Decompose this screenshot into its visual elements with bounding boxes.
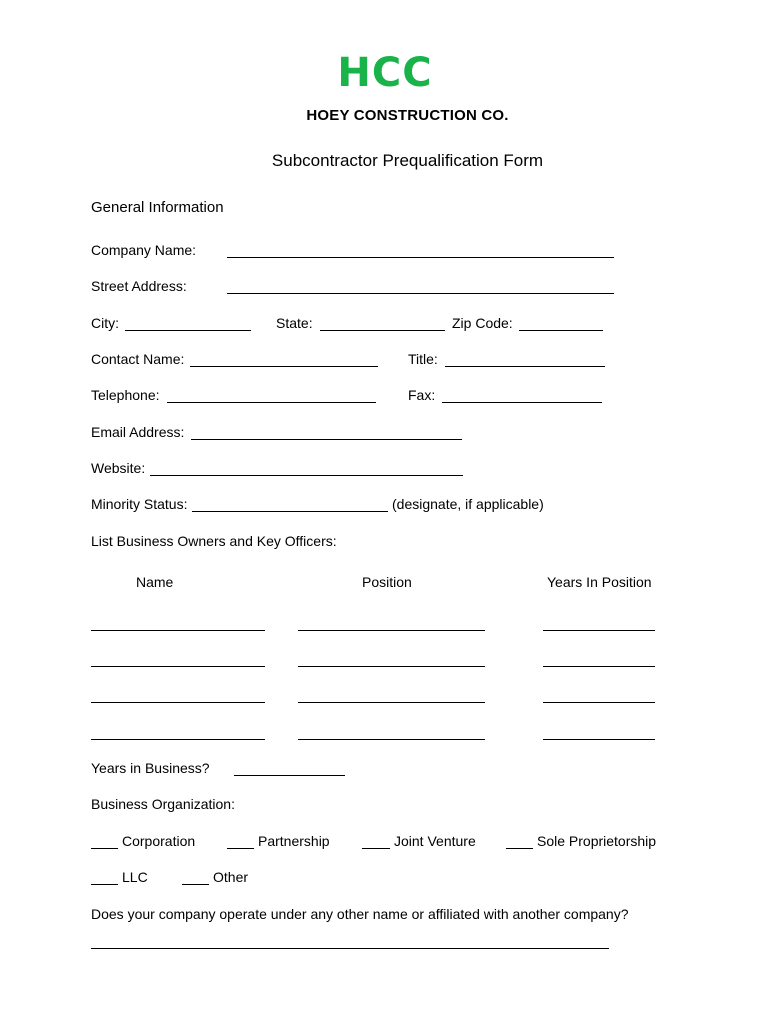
website-field[interactable] — [150, 475, 463, 476]
years-in-business-label: Years in Business? — [91, 760, 210, 776]
owner-position-field[interactable] — [298, 702, 485, 703]
option-corporation: Corporation — [122, 833, 196, 849]
company-name-heading: HOEY CONSTRUCTION CO. — [306, 107, 509, 124]
state-label: State: — [276, 315, 313, 331]
owner-name-field[interactable] — [91, 739, 265, 740]
partnership-checkbox[interactable] — [227, 848, 254, 849]
business-organization-label: Business Organization: — [91, 796, 235, 812]
owners-prompt: List Business Owners and Key Officers: — [91, 533, 337, 549]
owner-years-field[interactable] — [543, 702, 655, 703]
zip-code-field[interactable] — [519, 330, 603, 331]
other-name-question: Does your company operate under any other name or affiliated with another company? — [91, 906, 629, 922]
general-information-heading: General Information — [91, 199, 224, 216]
column-header-name: Name — [136, 574, 174, 590]
other-name-answer-field[interactable] — [91, 948, 609, 949]
website-label: Website: — [91, 460, 146, 476]
fax-field[interactable] — [442, 402, 602, 403]
minority-status-field[interactable] — [192, 511, 388, 512]
street-address-label: Street Address: — [91, 278, 187, 294]
telephone-field[interactable] — [167, 402, 376, 403]
minority-status-label: Minority Status: — [91, 496, 188, 512]
owner-name-field[interactable] — [91, 702, 265, 703]
fax-label: Fax: — [408, 387, 436, 403]
option-llc: LLC — [122, 869, 148, 885]
owner-name-field[interactable] — [91, 630, 265, 631]
title-label: Title: — [408, 351, 438, 367]
column-header-position: Position — [362, 574, 412, 590]
owner-name-field[interactable] — [91, 666, 265, 667]
contact-name-label: Contact Name: — [91, 351, 185, 367]
column-header-years: Years In Position — [547, 574, 652, 590]
joint-venture-checkbox[interactable] — [362, 848, 390, 849]
company-name-field[interactable] — [227, 257, 614, 258]
owner-position-field[interactable] — [298, 739, 485, 740]
company-logo: HCC — [337, 50, 433, 96]
years-in-business-field[interactable] — [234, 775, 345, 776]
other-checkbox[interactable] — [182, 884, 209, 885]
option-partnership: Partnership — [258, 833, 330, 849]
title-field[interactable] — [445, 366, 605, 367]
email-address-field[interactable] — [191, 439, 462, 440]
option-joint-venture: Joint Venture — [394, 833, 476, 849]
option-other: Other — [213, 869, 249, 885]
contact-name-field[interactable] — [190, 366, 378, 367]
zip-code-label: Zip Code: — [452, 315, 513, 331]
owner-position-field[interactable] — [298, 666, 485, 667]
corporation-checkbox[interactable] — [91, 848, 118, 849]
sole-proprietorship-checkbox[interactable] — [506, 848, 533, 849]
email-address-label: Email Address: — [91, 424, 185, 440]
street-address-field[interactable] — [227, 293, 614, 294]
llc-checkbox[interactable] — [91, 884, 118, 885]
owner-years-field[interactable] — [543, 739, 655, 740]
company-name-label: Company Name: — [91, 242, 197, 258]
form-title: Subcontractor Prequalification Form — [271, 151, 544, 170]
telephone-label: Telephone: — [91, 387, 160, 403]
minority-status-note: (designate, if applicable) — [392, 496, 544, 512]
option-sole-proprietorship: Sole Proprietorship — [537, 833, 657, 849]
city-label: City: — [91, 315, 119, 331]
owner-position-field[interactable] — [298, 630, 485, 631]
city-field[interactable] — [125, 330, 251, 331]
state-field[interactable] — [320, 330, 445, 331]
owner-years-field[interactable] — [543, 666, 655, 667]
owner-years-field[interactable] — [543, 630, 655, 631]
